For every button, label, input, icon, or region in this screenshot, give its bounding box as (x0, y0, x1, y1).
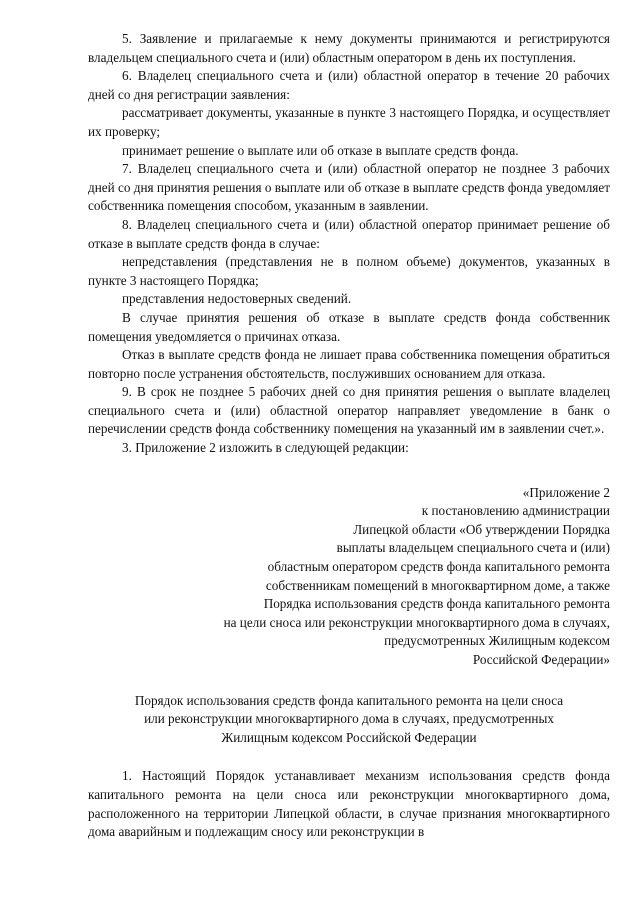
appendix-line: выплаты владельцем специального счета и (или) (336, 540, 610, 556)
paragraph-7: 7. Владелец специального счета и (или) областной оператор не позднее 3 рабочих дней со дня принятия решения о выплате или об отказе в выплате средств фонда уведомляет собственника помещения способом, указанным в заявлении. (88, 161, 610, 214)
paragraph-refusal-repeat: Отказ в выплате средств фонда не лишает права собственника помещения обратиться повторно после устранения обстоятельств, послуживших основанием для отказа. (88, 347, 610, 381)
paragraph-8-false-info: представления недостоверных сведений. (122, 291, 352, 307)
appendix-line: Липецкой области «Об утверждении Порядка (353, 521, 610, 537)
document-title (88, 692, 610, 748)
paragraph-6-review: рассматривает документы, указанные в пункте 3 настоящего Порядка, и осуществляет их проверку; (88, 105, 610, 139)
spacer (88, 458, 610, 476)
appendix-line: Российской Федерации» (472, 652, 610, 667)
paragraph-9: 9. В срок не позднее 5 рабочих дней со дня принятия решения о выплате владелец специального счета и (или) областной оператор направляет уведомление в банк о перечислении средств фонда собственнику помещения на указанный им в заявлении счет.». (88, 384, 610, 437)
paragraph-8: 8. Владелец специального счета и (или) областной оператор принимает решение об отказе в выплате средств фонда в случае: (88, 216, 610, 251)
appendix-header (88, 484, 610, 670)
title-line: или реконструкции многоквартирного дома в случаях, предусмотренных (144, 711, 554, 727)
paragraph-refusal-notice: В случае принятия решения об отказе в выплате средств фонда собственник помещения уведомляется о причинах отказа. (88, 309, 610, 344)
appendix-line: «Приложение 2 (522, 484, 610, 500)
title-line: Жилищным кодексом Российской Федерации (221, 729, 477, 745)
appendix-line: собственникам помещений в многоквартирном доме, а также (265, 577, 610, 593)
appendix-line: к постановлению администрации (421, 503, 610, 519)
appendix-line: Порядка использования средств фонда капитального ремонта (263, 596, 610, 612)
order-paragraphs (88, 30, 610, 458)
paragraph-8-nondocs: непредставления (представления не в полном объеме) документов, указанных в пункте 3 настоящего Порядка; (88, 254, 610, 288)
appendix-line: областным оператором средств фонда капитального ремонта (267, 559, 610, 575)
appendix-line: предусмотренных Жилищным кодексом (384, 633, 610, 649)
paragraph-appendix-instruction: 3. Приложение 2 изложить в следующей редакции: (122, 440, 409, 456)
appendix-line: на цели сноса или реконструкции многоквартирного дома в случаях, (223, 614, 610, 630)
paragraph-5: 5. Заявление и прилагаемые к нему документы принимаются и регистрируются владельцем специального счета и (или) областным оператором в день их поступления. (88, 31, 610, 65)
paragraph-6-decision: принимает решение о выплате или об отказе в выплате средств фонда. (122, 142, 519, 158)
paragraph-6: 6. Владелец специального счета и (или) областной оператор в течение 20 рабочих дней со дня регистрации заявления: (88, 68, 610, 102)
title-line: Порядок использования средств фонда капитального ремонта на цели сноса (134, 692, 564, 708)
paragraph-1-final: 1. Настоящий Порядок устанавливает механизм использования средств фонда капитального ремонта на цели сноса или реконструкции многоквартирного дома, расположенного на территории Липецкой области, в случае признания многоквартирного дома аварийным и подлежащим сносу или реконструкции в (88, 768, 610, 840)
